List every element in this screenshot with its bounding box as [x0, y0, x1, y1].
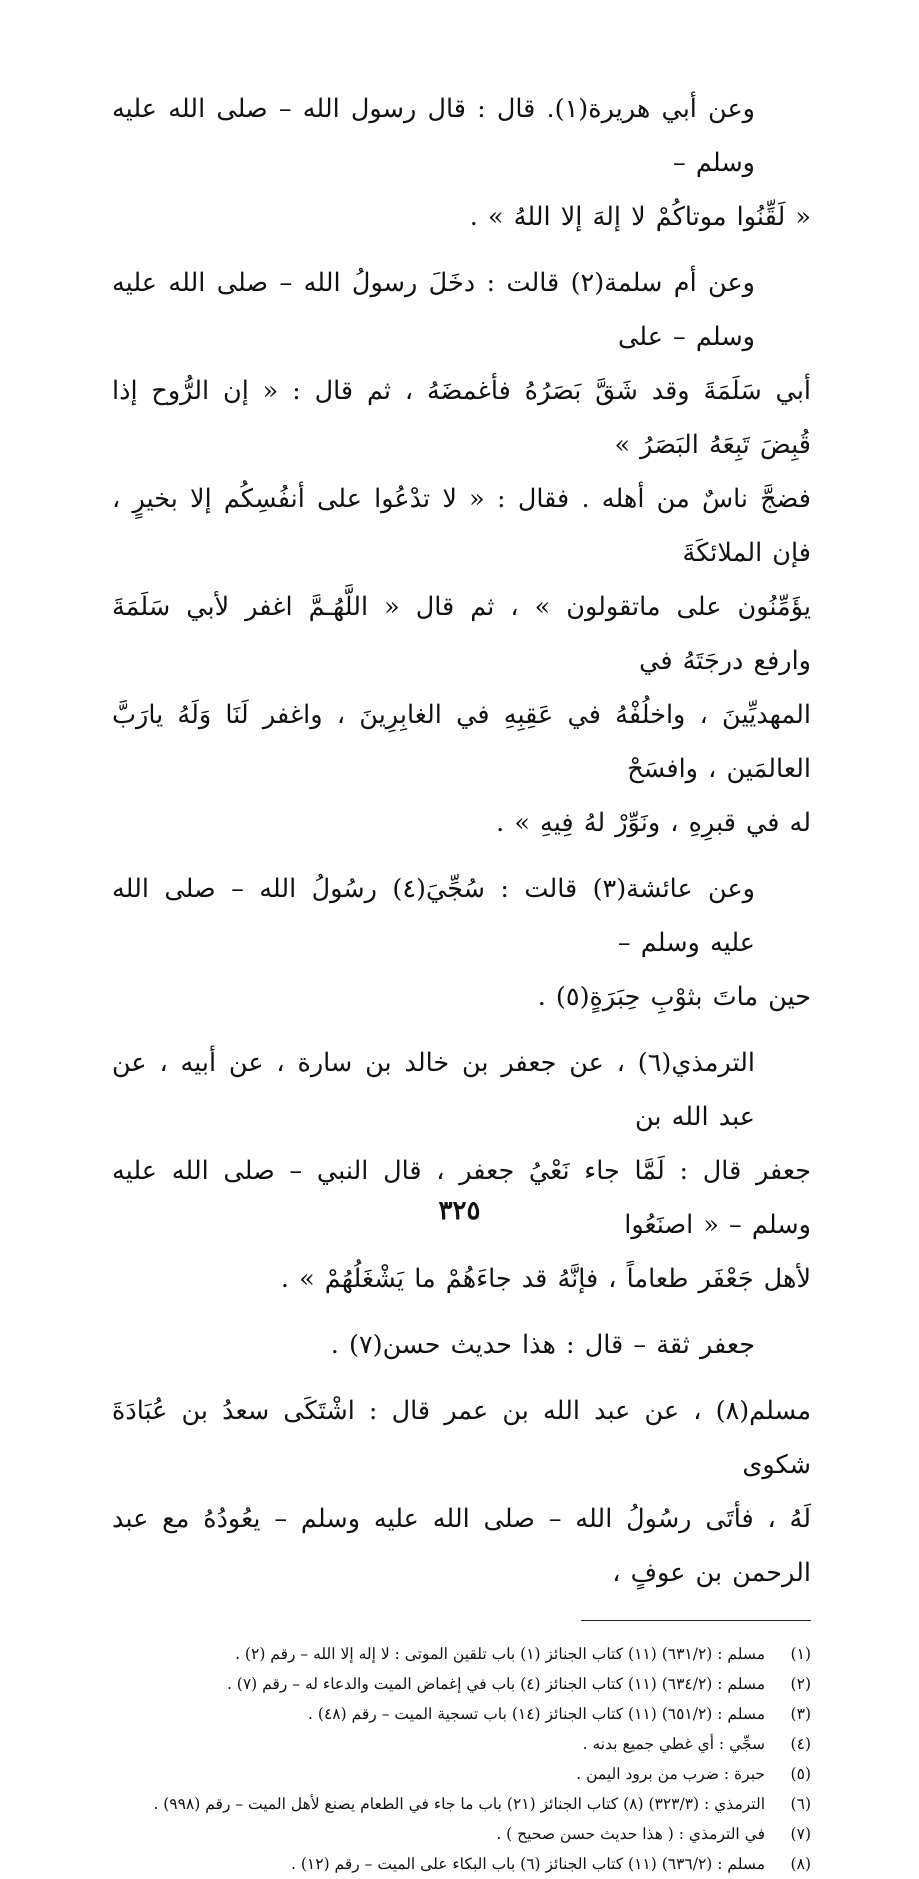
footnote-text: مسلم : (٦٣٦/٢) (١١) كتاب الجنائز (٦) باب البكاء على الميت – رقم (١٢) .: [291, 1855, 765, 1873]
footnote-text: مسلم : (٦٥١/٢) (١١) كتاب الجنائز (١٤) باب تسجية الميت – رقم (٤٨) .: [308, 1705, 765, 1723]
text-line: يؤَمِّنُون على ماتقولون » ، ثم قال « اللَّهُـمَّ اغفر لأبي سَلَمَةَ وارفع درجَتَهُ في: [112, 592, 811, 676]
text-line: وعن أبي هريرة(١). قال : قال رسول الله – صلى الله عليه وسلم –: [112, 94, 755, 178]
footnote-text: حبرة : ضرب من برود اليمن .: [576, 1765, 765, 1783]
footnote: [112, 1729, 811, 1759]
text-line: وعن أم سلمة(٢) قالت : دخَلَ رسولُ الله – صلى الله عليه وسلم – على: [112, 268, 755, 352]
footnote-number: (٧): [790, 1825, 811, 1843]
footnote-number: (٨): [790, 1855, 811, 1873]
text-line: جعفر قال : لَمَّا جاء نَعْيُ جعفر ، قال النبي – صلى الله عليه وسلم – « اصنَعُوا: [112, 1156, 811, 1240]
footnote-number: (٣): [790, 1705, 811, 1723]
text-line: له في قبرِهِ ، ونَوِّرْ لهُ فِيهِ » .: [496, 808, 811, 838]
footnote: [112, 1849, 811, 1879]
text-line: الترمذي(٦) ، عن جعفر بن خالد بن سارة ، عن أبيه ، عن عبد الله بن: [112, 1048, 755, 1132]
text-line: أبي سَلَمَةَ وقد شَقَّ بَصَرُهُ فأغمضَهُ ، ثم قال : « إن الرُّوح إذا قُبِضَ تَبِعَهُ البَصَرُ »: [112, 376, 811, 460]
footnote-text: سجِّي : أي غطي جميع بدنه .: [582, 1735, 765, 1753]
footnote-number: (٢): [790, 1675, 811, 1693]
footnote-number: (١): [790, 1645, 811, 1663]
text-line: « لَقِّنُوا موتاكُمْ لا إلهَ إلا اللهُ » .: [469, 202, 811, 232]
text-line: وعن عائشة(٣) قالت : سُجِّيَ(٤) رسُولُ الله – صلى الله عليه وسلم –: [112, 874, 755, 958]
text-line: مسلم(٨) ، عن عبد الله بن عمر قال : اشْتَكَى سعدُ بن عُبَادَةَ شكوى: [112, 1396, 811, 1480]
text-line: لأهل جَعْفَر طعاماً ، فإنَّهُ قد جاءَهُمْ ما يَشْغَلُهُمْ » .: [280, 1264, 811, 1294]
footnote: [112, 1819, 811, 1849]
text-line: لَهُ ، فأتَى رسُولُ الله – صلى الله عليه وسلم – يعُودُهُ مع عبد الرحمن بن عوفٍ ،: [112, 1504, 811, 1588]
paragraph-jafar-thiqa: [112, 1318, 811, 1372]
footnote-number: (٥): [790, 1765, 811, 1783]
footnote-number: (٦): [790, 1795, 811, 1813]
paragraph-abu-hurayra: [112, 82, 811, 244]
text-line: حين ماتَ بثوْبِ حِبَرَةٍ(٥) .: [537, 982, 811, 1012]
footnote: [112, 1699, 811, 1729]
text-line: جعفر ثقة – قال : هذا حديث حسن(٧) .: [330, 1330, 755, 1360]
footnote-text: الترمذي : (٣٢٣/٣) (٨) كتاب الجنائز (٢١) باب ما جاء في الطعام يصنع لأهل الميت – رقم (٩٩٨) .: [153, 1795, 765, 1813]
footnote: [112, 1669, 811, 1699]
footnotes: [112, 1639, 811, 1879]
footnote-text: مسلم : (٦٣١/٢) (١١) كتاب الجنائز (١) باب تلقين الموتى : لا إله إلا الله – رقم (٢) .: [235, 1645, 765, 1663]
footnote: [112, 1639, 811, 1669]
footnote-number: (٤): [790, 1735, 811, 1753]
footnote: [112, 1759, 811, 1789]
footnote: [112, 1789, 811, 1819]
paragraph-aisha: [112, 862, 811, 1024]
footnote-text: في الترمذي : ( هذا حديث حسن صحيح ) .: [496, 1825, 765, 1843]
footnote-divider: [581, 1620, 811, 1621]
page-number: ٣٢٥: [438, 1196, 481, 1226]
paragraph-umm-salama: [112, 256, 811, 850]
text-line: فضجَّ ناسٌ من أهله . فقال : « لا تدْعُوا على أنفُسِكُم إلا بخيرٍ ، فإن الملائكَةَ: [112, 484, 811, 568]
footnote-text: مسلم : (٦٣٤/٢) (١١) كتاب الجنائز (٤) باب في إغماض الميت والدعاء له – رقم (٧) .: [226, 1675, 765, 1693]
paragraph-muslim: [112, 1384, 811, 1600]
paragraph-tirmidhi: [112, 1036, 811, 1306]
text-line: المهديِّينَ ، واخلُفْهُ في عَقِبِهِ في الغابِرِينَ ، واغفر لَنَا وَلَهُ يارَبَّ العالمَين ، وافسَحْ: [112, 700, 811, 784]
